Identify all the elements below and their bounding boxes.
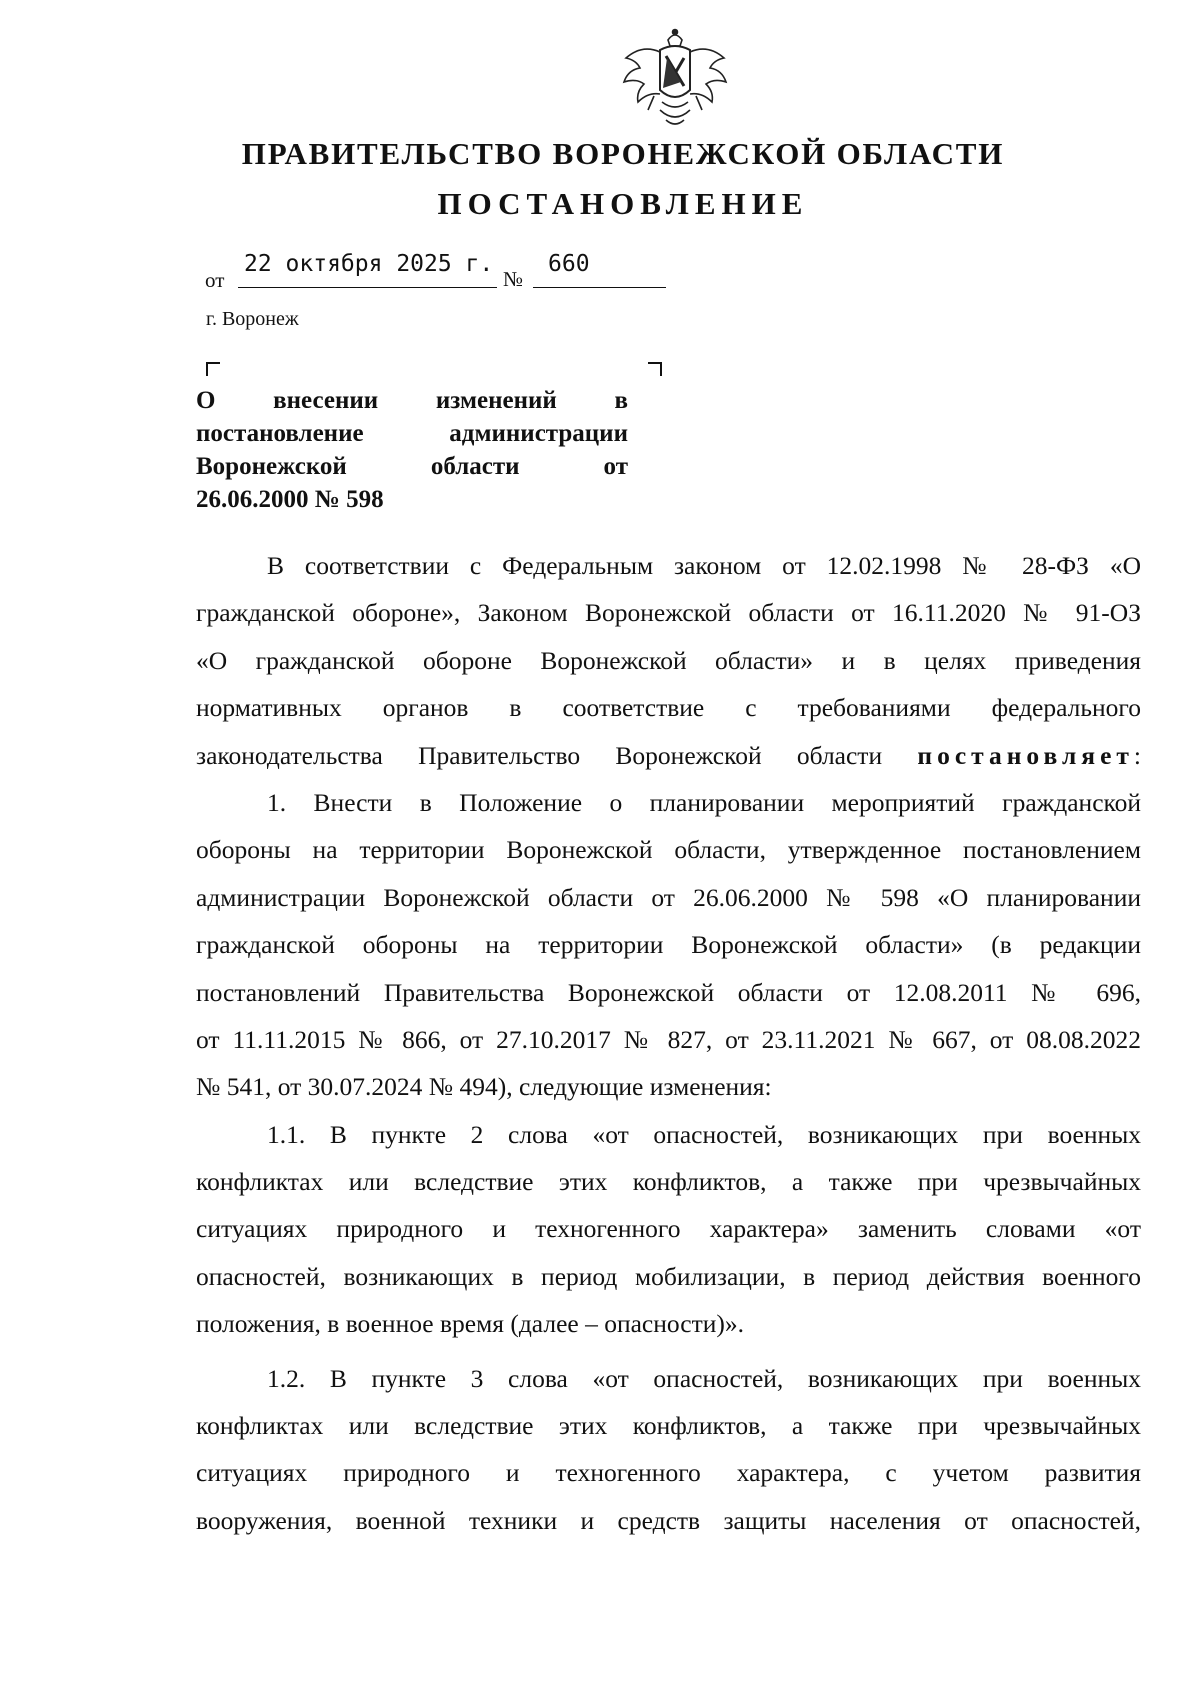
text-line: опасностей, возникающих в период мобилизации, в период действия военного [196,1261,1141,1291]
date-label: от [205,268,225,292]
text-line: обороны на территории Воронежской области, утвержденное постановлением [196,835,1141,865]
text-line: от 11.11.2015 № 866, от 27.10.2017 № 827, от 23.11.2021 № 667, от 08.08.2022 [196,1024,1141,1054]
subject-heading [196,384,628,516]
government-title: ПРАВИТЕЛЬСТВО ВОРОНЕЖСКОЙ ОБЛАСТИ [241,136,1005,171]
paragraph-preamble [196,542,1141,779]
document-date: 22 октября 2025 г. [244,251,494,277]
paragraph-gap [196,1348,1141,1355]
text-line: нормативных органов в соответствие с требованиями федерального [196,693,1141,723]
text-line: постановлений Правительства Воронежской области от 12.08.2011 № 696, [196,977,1141,1007]
document-body [196,542,1141,1544]
subject-line: Воронежской области от [196,453,628,480]
subject-line: 26.06.2000 № 598 [196,486,384,513]
document-number: 660 [548,251,590,277]
paragraph-item-1 [196,779,1141,1111]
city: г. Воронеж [206,308,299,330]
number-label: № [503,267,524,291]
text-line: 1.1. В пункте 2 слова «от опасностей, возникающих при военных [267,1119,1141,1149]
paragraph-item-1-2 [196,1355,1141,1545]
text-line: № 541, от 30.07.2024 № 494), следующие изменения: [196,1072,772,1102]
text-line: вооружения, военной техники и средств защиты населения от опасностей, [196,1505,1141,1535]
text-line: гражданской обороне», Законом Воронежской области от 16.11.2020 № 91-ОЗ [196,598,1141,628]
subject-bracket-right [648,362,662,376]
decree-verb: постановляет [917,740,1134,770]
text-line: ситуациях природного и техногенного характера» заменить словами «от [196,1214,1141,1244]
text-line: ситуациях природного и техногенного характера, с учетом развития [196,1458,1141,1488]
subject-bracket-left [206,362,220,376]
subject-line: О внесении изменений в [196,387,628,414]
text-line: администрации Воронежской области от 26.06.2000 № 598 «О планировании [196,882,1141,912]
document-type: ПОСТАНОВЛЕНИЕ [437,186,809,221]
text-line: 1.2. В пункте 3 слова «от опасностей, возникающих при военных [267,1363,1141,1393]
subject-line: постановление администрации [196,420,628,447]
text-line: конфликтах или вследствие этих конфликтов, а также при чрезвычайных [196,1411,1141,1441]
text-line: В соответствии с Федеральным законом от 12.02.1998 № 28-ФЗ «О [267,551,1141,580]
paragraph-item-1-1 [196,1111,1141,1348]
text-line: конфликтах или вследствие этих конфликтов, а также при чрезвычайных [196,1167,1141,1197]
text-fragment: законодательства Правительство Воронежской области [196,740,883,770]
text-line: «О гражданской обороне Воронежской области» и в целях приведения [196,645,1141,675]
number-underline [533,287,666,288]
text-line: положения, в военное время (далее – опасности)». [196,1309,744,1339]
coat-of-arms-emblem [620,26,730,132]
date-underline [238,287,497,288]
text-line: 1. Внести в Положение о планировании мероприятий гражданской [267,787,1141,817]
text-line [196,732,1141,779]
punctuation: : [1133,740,1142,770]
text-line: гражданской обороны на территории Воронежской области» (в редакции [196,930,1141,960]
